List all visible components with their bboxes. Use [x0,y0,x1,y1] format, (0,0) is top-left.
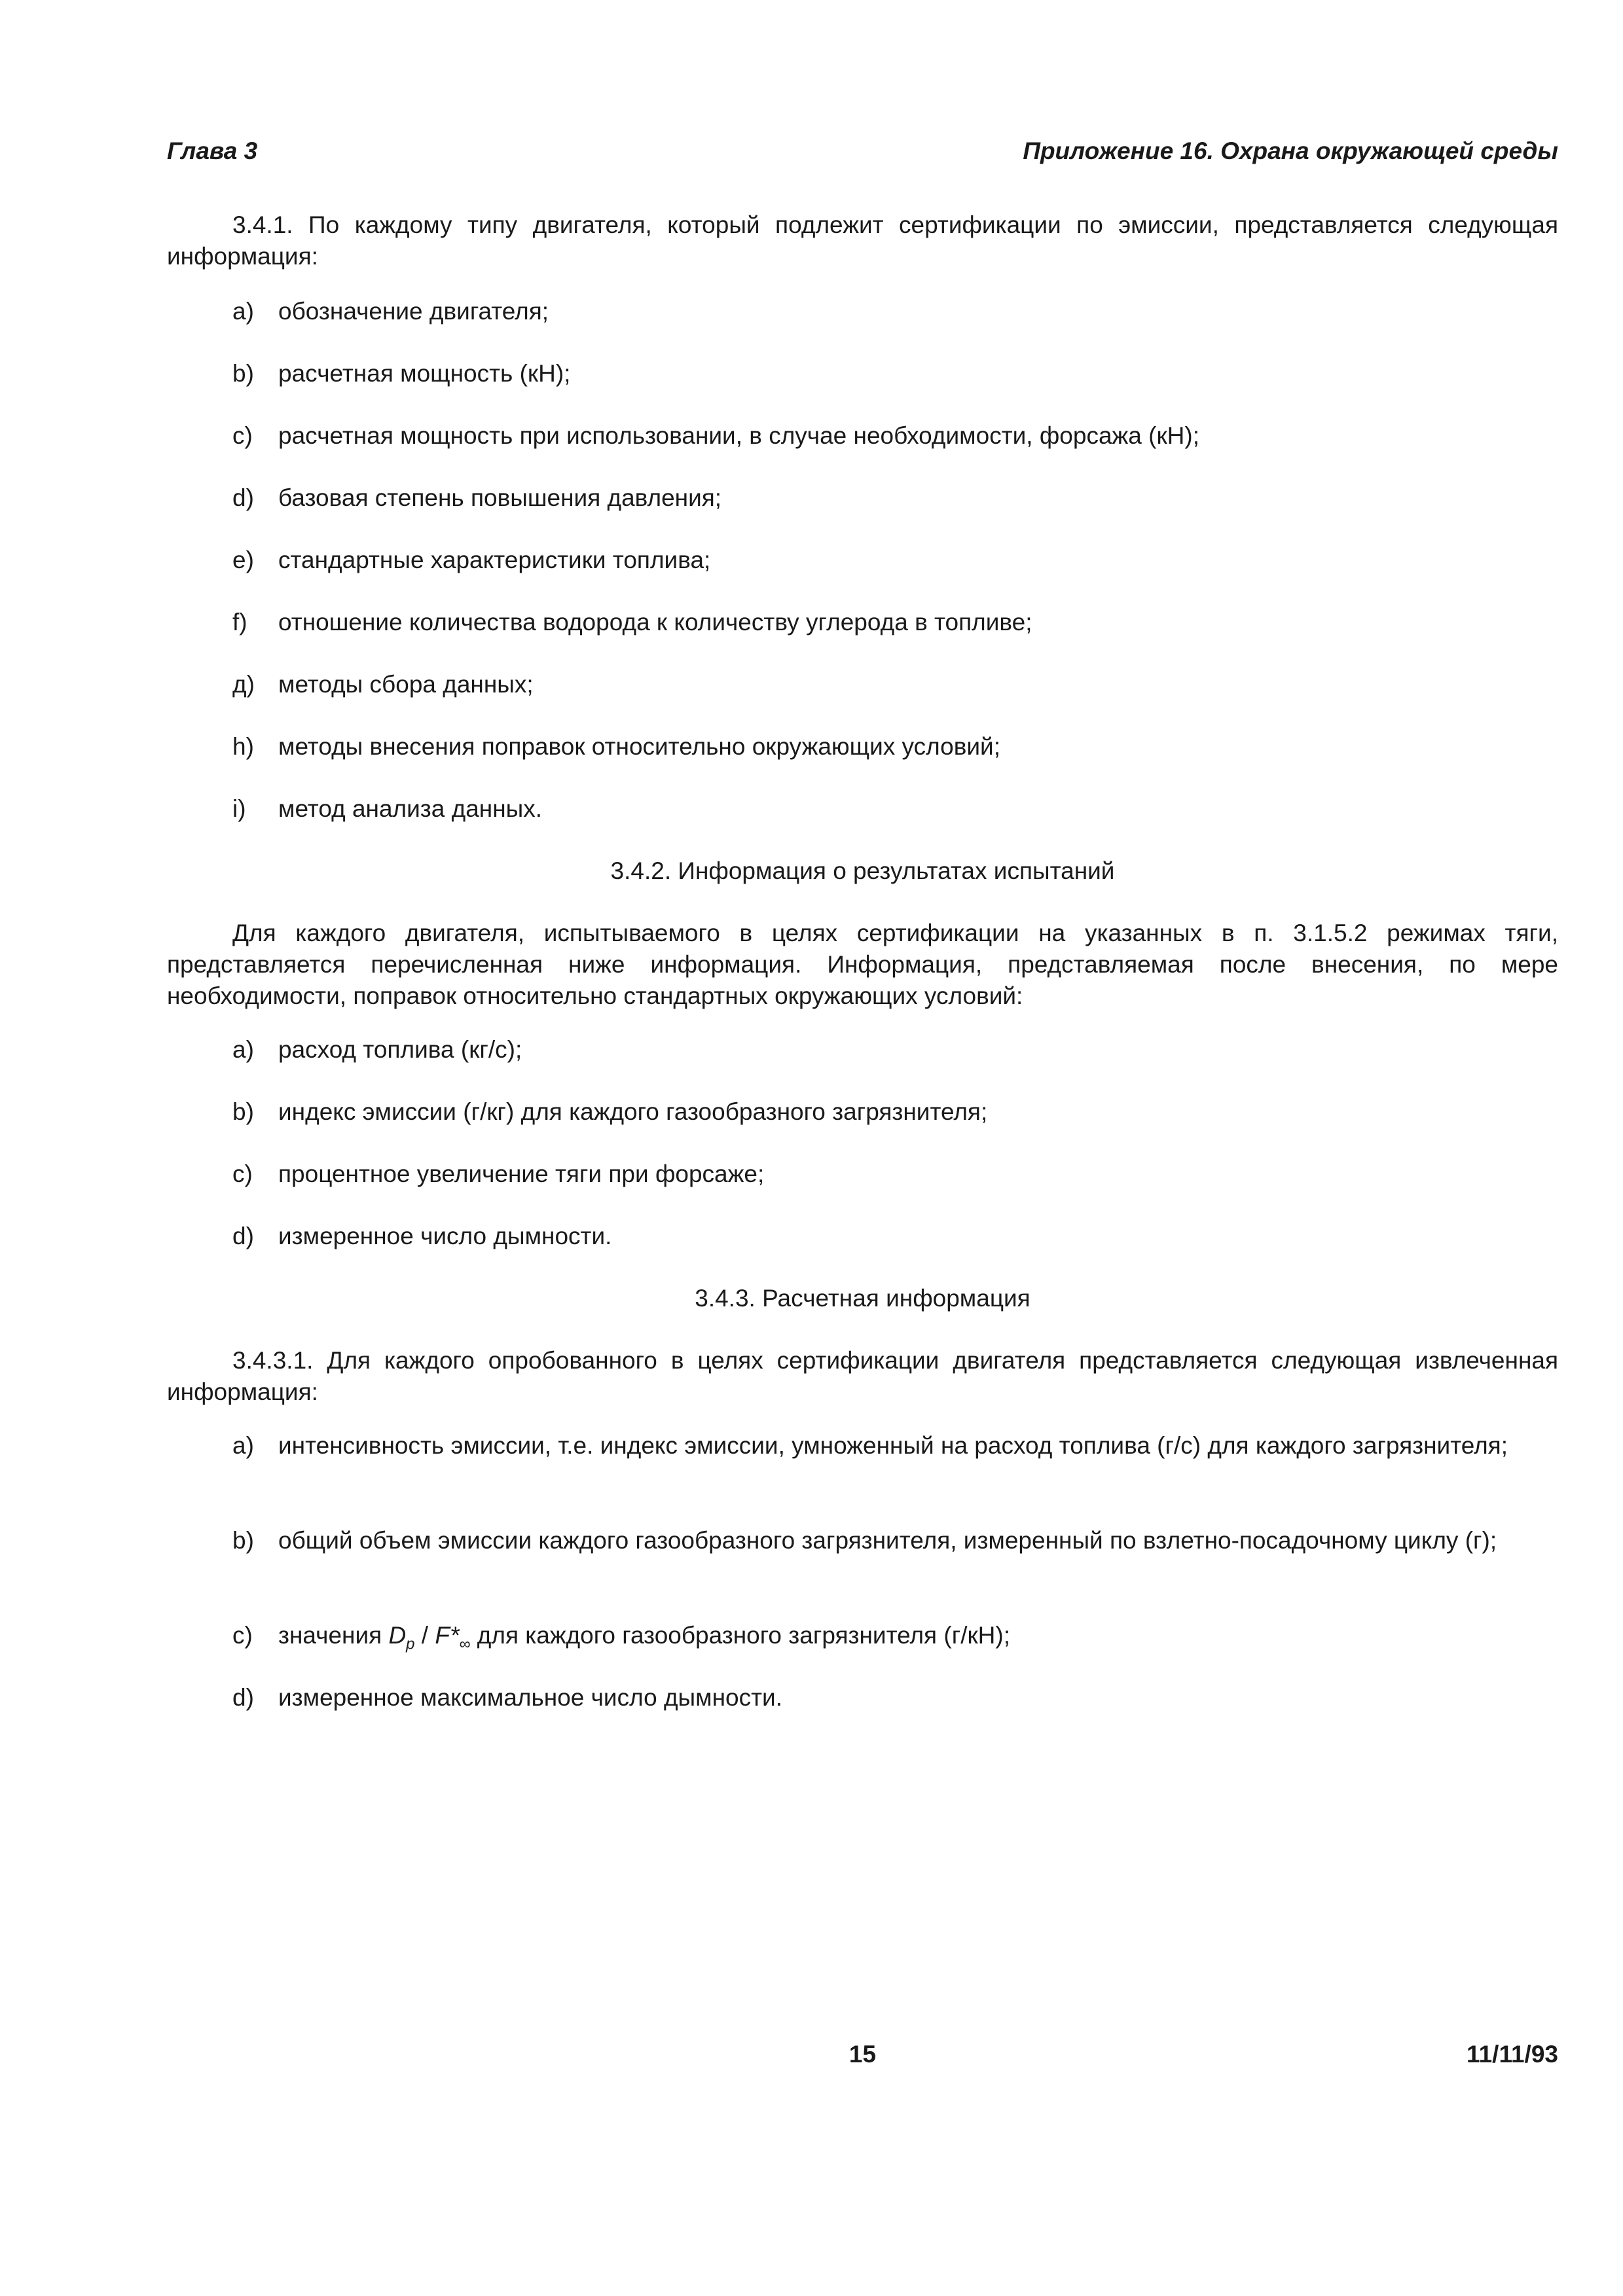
item-text: методы внесения поправок относительно окружающих условий; [278,733,1000,760]
page-footer [167,2041,1558,2080]
document-date: 11/11/93 [1467,2041,1558,2068]
item-text: расход топлива (кг/с); [278,1036,522,1063]
formula-f-sub: ∞ [459,1635,471,1653]
formula-suffix: для каждого газообразного загрязнителя (г/кН); [470,1622,1010,1649]
item-letter: f) [232,609,247,636]
item-letter: a) [232,298,254,325]
item-text: обозначение двигателя; [278,298,549,325]
item-text: расчетная мощность (кН); [278,360,571,387]
item-text: расчетная мощность при использовании, в случае необходимости, форсажа (кН); [278,422,1199,449]
item-letter: c) [232,1622,253,1649]
annex-title: Приложение 16. Охрана окружающей среды [1023,137,1558,164]
item-letter: д) [232,671,255,698]
section-343-intro: 3.4.3.1. Для каждого опробованного в целях сертификации двигателя представляется следующая извлеченная информация: [167,1347,1558,1405]
formula-slash: / [414,1622,435,1649]
formula-prefix: значения [278,1622,389,1649]
item-letter: c) [232,422,253,449]
item-text: измеренное максимальное число дымности. [278,1684,782,1711]
chapter-label: Глава 3 [167,137,258,164]
item-letter: e) [232,547,254,573]
item-text: отношение количества водорода к количеству углерода в топливе; [278,609,1032,636]
formula-dp-sub: p [406,1635,415,1653]
item-text: процентное увеличение тяги при форсаже; [278,1160,765,1187]
section-341-intro: 3.4.1. По каждому типу двигателя, который подлежит сертификации по эмиссии, представляется следующая информация: [167,211,1558,270]
item-text: индекс эмиссии (г/кг) для каждого газообразного загрязнителя; [278,1098,988,1125]
item-letter: d) [232,1684,254,1711]
item-letter: b) [232,1527,254,1554]
item-text: стандартные характеристики топлива; [278,547,711,573]
item-letter: a) [232,1036,254,1063]
page-number: 15 [848,2041,877,2068]
item-letter: i) [232,795,246,822]
item-letter: d) [232,484,254,511]
item-text: измеренное число дымности. [278,1223,612,1249]
item-letter: c) [232,1160,253,1187]
item-text: общий объем эмиссии каждого газообразного загрязнителя, измеренный по взлетно-посадочному циклу (г); [278,1527,1497,1554]
item-letter: b) [232,360,254,387]
item-letter: h) [232,733,254,760]
item-letter: a) [232,1432,254,1459]
item-text: методы сбора данных; [278,671,534,698]
item-letter: b) [232,1098,254,1125]
item-text: интенсивность эмиссии, т.е. индекс эмиссии, умноженный на расход топлива (г/с) для каждого загрязнителя; [278,1432,1508,1459]
section-342-heading: 3.4.2. Информация о результатах испытаний [610,857,1115,884]
item-text-formula [278,1620,1558,1660]
section-343-heading: 3.4.3. Расчетная информация [695,1285,1030,1312]
section-342-intro: Для каждого двигателя, испытываемого в целях сертификации на указанных в п. 3.1.5.2 режимах тяги, представляется перечисленная ниже информация. Информация, представляемая после внесения, по мере необходимости, поправок относительно стандартных окружающих условий: [167,920,1558,1009]
item-letter: d) [232,1223,254,1249]
page-header [167,137,1558,177]
document-page [167,118,1558,2081]
item-text: метод анализа данных. [278,795,543,822]
formula-f: F* [435,1622,460,1649]
item-text: базовая степень повышения давления; [278,484,722,511]
formula-dp: D [388,1622,407,1649]
